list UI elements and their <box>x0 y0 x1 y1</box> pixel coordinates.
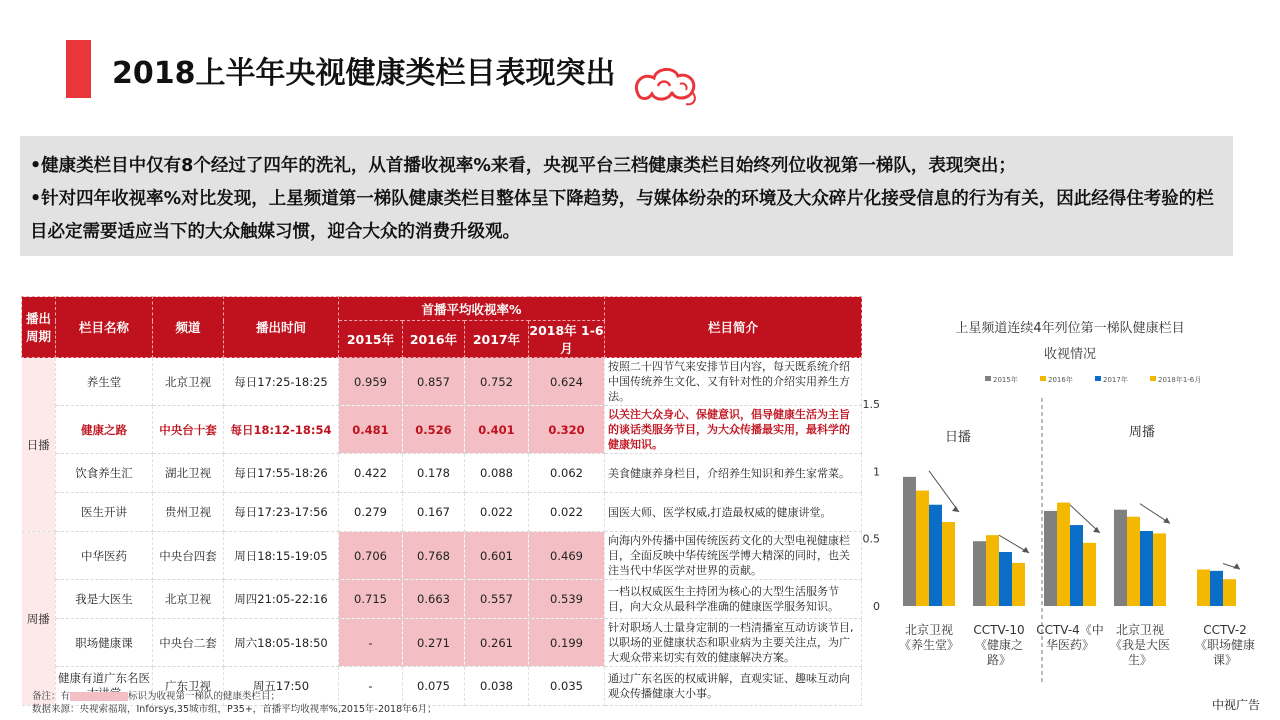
cell-2015: - <box>339 619 403 667</box>
cell-2016: 0.271 <box>403 619 465 667</box>
cell-time: 周日18:15-19:05 <box>224 532 339 580</box>
header-2016: 2016年 <box>403 321 465 358</box>
period-daily: 日播 <box>22 358 56 532</box>
bar-1-2 <box>999 552 1012 606</box>
legend-swatch-1 <box>1040 376 1046 381</box>
cell-channel: 中央台四套 <box>153 532 224 580</box>
cell-2015: - <box>339 667 403 706</box>
footnote-prefix: 备注：有 <box>32 691 71 702</box>
page-title: 2018上半年央视健康类栏目表现突出 <box>112 56 616 91</box>
bar-0-0 <box>903 477 916 606</box>
cell-2018: 0.199 <box>529 619 605 667</box>
bar-3-1 <box>1127 517 1140 606</box>
cell-2018: 0.062 <box>529 454 605 493</box>
bar-2-1 <box>1057 503 1070 606</box>
cell-name: 职场健康课 <box>56 619 153 667</box>
y-tick-label-3: 1.5 <box>862 398 880 411</box>
cell-intro: 通过广东名医的权威讲解，直观实证、趣味互动向观众传播健康大小事。 <box>605 667 862 706</box>
cell-intro: 美食健康养身栏目，介绍养生知识和养生家常菜。 <box>605 454 862 493</box>
cell-name: 养生堂 <box>56 358 153 406</box>
chart-subtitle: 收视情况 <box>1043 347 1096 362</box>
cell-2018: 0.035 <box>529 667 605 706</box>
category-label-2: CCTV-4《中华医药》 <box>1036 623 1104 652</box>
cell-intro: 国医大师、医学权威,打造最权威的健康讲堂。 <box>605 493 862 532</box>
category-label-4: CCTV-2 《职场健康课》 <box>1194 623 1256 667</box>
header-time: 播出时间 <box>224 297 339 358</box>
cell-2015: 0.279 <box>339 493 403 532</box>
header-2015: 2015年 <box>339 321 403 358</box>
header-period: 播出周期 <box>22 297 56 358</box>
cell-2018: 0.320 <box>529 406 605 454</box>
legend-swatch-3 <box>1150 376 1156 381</box>
bar-4-1 <box>1197 570 1210 606</box>
cell-time: 周五17:50 <box>224 667 339 706</box>
legend-swatch-0 <box>985 376 991 381</box>
cell-time: 每日17:55-18:26 <box>224 454 339 493</box>
y-tick-label-2: 1 <box>873 465 880 479</box>
cell-name: 健康之路 <box>56 406 153 454</box>
summary-line-2: •针对四年收视率%对比发现，上星频道第一梯队健康类栏目整体呈下降趋势，与媒体纷杂的环境及大众碎片化接受信息的行为有关，因此经得住考验的栏目必定需要适应当下的大众触媒习惯，迎合大众的消费升级观。 <box>30 189 1214 242</box>
cell-2015: 0.706 <box>339 532 403 580</box>
cell-name: 中华医药 <box>56 532 153 580</box>
bar-0-2 <box>929 505 942 606</box>
header-2017: 2017年 <box>465 321 529 358</box>
cell-2016: 0.526 <box>403 406 465 454</box>
cell-intro: 按照二十四节气来安排节目内容，每天既系统介绍中国传统养生文化、又有针对性的介绍实用养生方法。 <box>605 358 862 406</box>
bar-4-3 <box>1223 579 1236 606</box>
footnote-source: 数据来源：央视索福瑞，Inforsys,35城市组，P35+，首播平均收视率%,2015年-2018年6月； <box>32 704 437 715</box>
cell-name: 饮食养生汇 <box>56 454 153 493</box>
bar-4-2 <box>1210 571 1223 606</box>
cell-intro: 针对职场人士量身定制的一档清播室互动访谈节目,以职场的亚健康状态和职业病为主要关注点，为广大观众带来切实有效的健康解决方案。 <box>605 619 862 667</box>
bar-0-3 <box>942 522 955 606</box>
cell-2016: 0.075 <box>403 667 465 706</box>
cell-time: 周四21:05-22:16 <box>224 580 339 619</box>
cell-2015: 0.481 <box>339 406 403 454</box>
cell-2017: 0.752 <box>465 358 529 406</box>
bar-1-1 <box>986 535 999 606</box>
cell-channel: 广东卫视 <box>153 667 224 706</box>
footnote-swatch <box>70 692 128 701</box>
cell-2018: 0.469 <box>529 532 605 580</box>
legend-label-3: 2018年1-6月 <box>1158 376 1202 384</box>
cell-intro: 一档以权威医生主持团为核心的大型生活服务节目，向大众从最科学准确的健康医学服务知识。 <box>605 580 862 619</box>
cell-time: 周六18:05-18:50 <box>224 619 339 667</box>
cell-2018: 0.624 <box>529 358 605 406</box>
cell-2018: 0.539 <box>529 580 605 619</box>
header-channel: 频道 <box>153 297 224 358</box>
cell-channel: 北京卫视 <box>153 358 224 406</box>
cell-2018: 0.022 <box>529 493 605 532</box>
bar-2-0 <box>1044 511 1057 606</box>
cell-2015: 0.715 <box>339 580 403 619</box>
legend-label-2: 2017年 <box>1103 376 1128 384</box>
bar-2-2 <box>1070 525 1083 606</box>
legend-label-0: 2015年 <box>993 376 1018 384</box>
cell-2017: 0.557 <box>465 580 529 619</box>
cell-channel: 中央台二套 <box>153 619 224 667</box>
legend-label-1: 2016年 <box>1048 376 1073 384</box>
header-rating-group: 首播平均收视率% <box>339 297 605 321</box>
cell-2016: 0.167 <box>403 493 465 532</box>
cell-name: 医生开讲 <box>56 493 153 532</box>
cell-channel: 贵州卫视 <box>153 493 224 532</box>
cell-channel: 中央台十套 <box>153 406 224 454</box>
cell-2016: 0.663 <box>403 580 465 619</box>
cell-channel: 湖北卫视 <box>153 454 224 493</box>
cell-2017: 0.088 <box>465 454 529 493</box>
summary-line-1: •健康类栏目中仅有8个经过了四年的洗礼，从首播收视率%来看，央视平台三档健康类栏目始终列位收视第一梯队，表现突出； <box>30 156 1016 176</box>
y-tick-label-0: 0 <box>873 600 880 613</box>
cell-2017: 0.401 <box>465 406 529 454</box>
category-label-1: CCTV-10 《健康之路》 <box>973 623 1025 667</box>
bar-1-0 <box>973 541 986 606</box>
chart-title: 上星频道连续4年列位第一梯队健康栏目 <box>955 321 1185 336</box>
bar-3-3 <box>1153 533 1166 606</box>
cell-time: 每日18:12-18:54 <box>224 406 339 454</box>
bar-1-3 <box>1012 563 1025 606</box>
cell-2017: 0.022 <box>465 493 529 532</box>
group-label-weekly: 周播 <box>1128 425 1156 440</box>
cell-time: 每日17:25-18:25 <box>224 358 339 406</box>
y-tick-label-1: 0.5 <box>862 532 880 546</box>
cell-2017: 0.261 <box>465 619 529 667</box>
bar-3-2 <box>1140 531 1153 606</box>
cell-2016: 0.178 <box>403 454 465 493</box>
cell-2017: 0.038 <box>465 667 529 706</box>
period-weekly: 周播 <box>22 532 56 706</box>
cell-channel: 北京卫视 <box>153 580 224 619</box>
cell-2016: 0.857 <box>403 358 465 406</box>
cell-2017: 0.601 <box>465 532 529 580</box>
cell-name: 我是大医生 <box>56 580 153 619</box>
bar-2-3 <box>1083 543 1096 606</box>
cell-time: 每日17:23-17:56 <box>224 493 339 532</box>
header-2018: 2018年 1-6月 <box>529 321 605 358</box>
header-name: 栏目名称 <box>56 297 153 358</box>
bar-0-1 <box>916 491 929 606</box>
trend-arrowhead-0 <box>952 506 959 512</box>
trend-arrowhead-3 <box>1163 517 1170 523</box>
legend-swatch-2 <box>1095 376 1101 381</box>
footnote-suffix: 标识为收视第一梯队的健康类栏目； <box>128 691 281 702</box>
category-label-3: 北京卫视《我是大医生》 <box>1109 623 1171 667</box>
bar-3-0 <box>1114 510 1127 606</box>
cell-name: 健康有道广东名医 <box>56 667 153 706</box>
brand-label: 中视广告 <box>1212 698 1261 712</box>
category-label-0: 北京卫视《养生堂》 <box>898 623 960 652</box>
cell-intro: 以关注大众身心、保健意识，倡导健康生活为主旨的谈话类服务节目，为大众传播最实用，最科学的健康知识。 <box>605 406 862 454</box>
cell-2015: 0.959 <box>339 358 403 406</box>
group-label-daily: 日播 <box>944 430 972 445</box>
cell-2015: 0.422 <box>339 454 403 493</box>
footnote <box>32 690 437 716</box>
cell-2016: 0.768 <box>403 532 465 580</box>
trend-arrowhead-4 <box>1233 563 1240 569</box>
cell-intro: 向海内外传播中国传统医药文化的大型电视健康栏目，全面反映中华传统医学博大精深的同时，也关注当代中华医学对世界的贡献。 <box>605 532 862 580</box>
header-intro: 栏目简介 <box>605 297 862 358</box>
